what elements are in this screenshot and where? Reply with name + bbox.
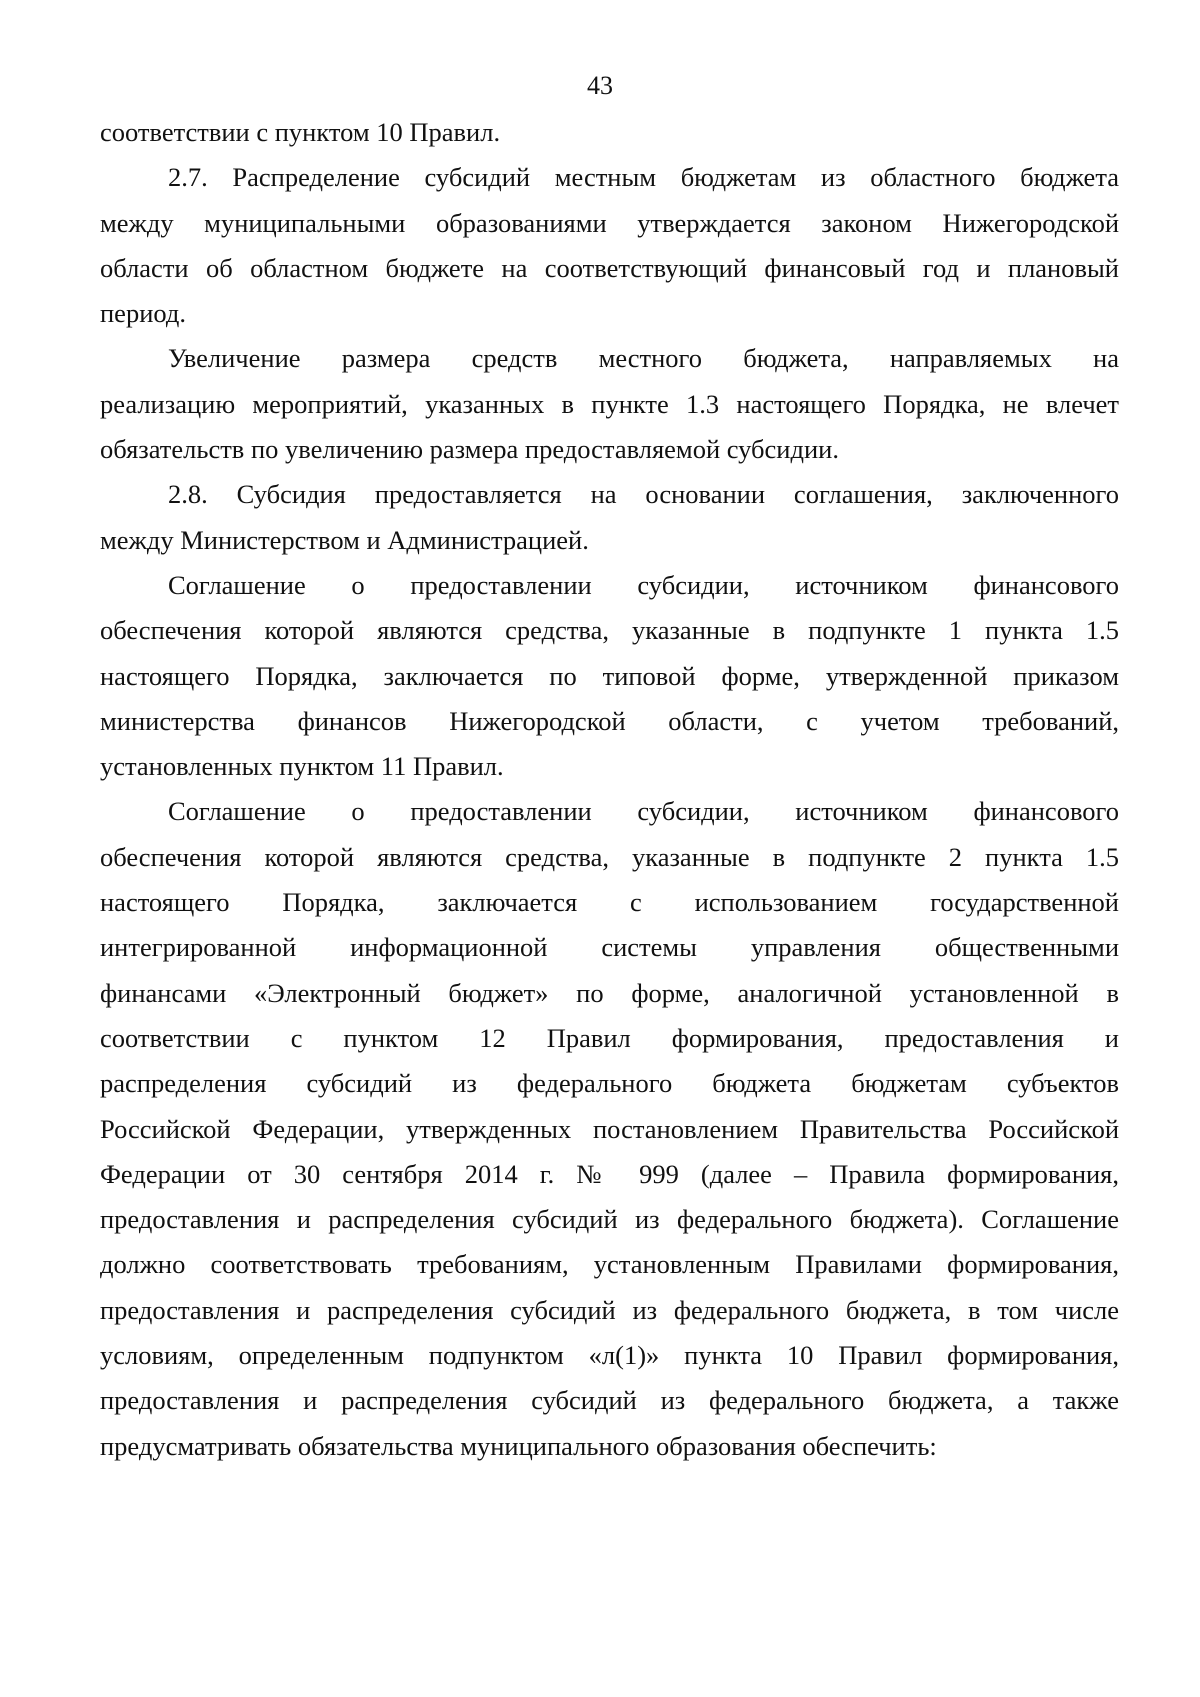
- text-line: Федерации от 30 сентября 2014 г. № 999 (далее – Правила формирования,: [100, 1158, 1119, 1189]
- text-line: реализацию мероприятий, указанных в пункте 1.3 настоящего Порядка, не влечет: [100, 388, 1119, 419]
- text-line: между Министерством и Администрацией.: [100, 524, 589, 555]
- text-line: период.: [100, 298, 186, 329]
- text-line: интегрированной информационной системы управления общественными: [100, 932, 1119, 963]
- text-line: предоставления и распределения субсидий из федерального бюджета, в том числе: [100, 1294, 1119, 1325]
- text-line: условиям, определенным подпунктом «л(1)» пункта 10 Правил формирования,: [100, 1340, 1119, 1371]
- text-line: Соглашение о предоставлении субсидии, источником финансового: [168, 569, 1119, 600]
- text-line: настоящего Порядка, заключается по типовой форме, утвержденной приказом: [100, 660, 1119, 691]
- text-line: предусматривать обязательства муниципального образования обеспечить:: [100, 1430, 937, 1461]
- text-line: соответствии с пунктом 12 Правил формирования, предоставления и: [100, 1022, 1119, 1053]
- text-line: предоставления и распределения субсидий из федерального бюджета). Соглашение: [100, 1204, 1119, 1235]
- text-line: установленных пунктом 11 Правил.: [100, 751, 504, 782]
- text-line: должно соответствовать требованиям, установленным Правилами формирования,: [100, 1249, 1119, 1280]
- text-line: предоставления и распределения субсидий из федерального бюджета, а также: [100, 1385, 1119, 1416]
- text-line: Соглашение о предоставлении субсидии, источником финансового: [168, 796, 1119, 827]
- text-line: настоящего Порядка, заключается с использованием государственной: [100, 887, 1119, 918]
- page-number: 43: [587, 71, 613, 100]
- text-line: обеспечения которой являются средства, указанные в подпункте 1 пункта 1.5: [100, 615, 1119, 646]
- paragraph: [100, 472, 1119, 563]
- text-line: обязательств по увеличению размера предоставляемой субсидии.: [100, 434, 839, 465]
- text-line: министерства финансов Нижегородской области, с учетом требований,: [100, 705, 1119, 736]
- paragraph: [100, 155, 1119, 336]
- text-line: финансами «Электронный бюджет» по форме, аналогичной установленной в: [100, 977, 1119, 1008]
- text-line: области об областном бюджете на соответствующий финансовый год и плановый: [100, 252, 1119, 283]
- paragraph: [100, 563, 1119, 789]
- text-line: обеспечения которой являются средства, указанные в подпункте 2 пункта 1.5: [100, 841, 1119, 872]
- text-line: Увеличение размера средств местного бюджета, направляемых на: [168, 343, 1119, 374]
- text-line: Российской Федерации, утвержденных постановлением Правительства Российской: [100, 1113, 1119, 1144]
- text-line: между муниципальными образованиями утверждается законом Нижегородской: [100, 207, 1119, 238]
- text-line: 2.8. Субсидия предоставляется на основании соглашения, заключенного: [168, 479, 1119, 510]
- text-line: соответствии с пунктом 10 Правил.: [100, 117, 501, 147]
- paragraph: [100, 789, 1119, 1468]
- text-line: 2.7. Распределение субсидий местным бюджетам из областного бюджета: [168, 162, 1119, 193]
- document-body: [100, 110, 1119, 1469]
- paragraph: [100, 110, 1119, 155]
- text-line: распределения субсидий из федерального бюджета бюджетам субъектов: [100, 1068, 1119, 1099]
- paragraph: [100, 336, 1119, 472]
